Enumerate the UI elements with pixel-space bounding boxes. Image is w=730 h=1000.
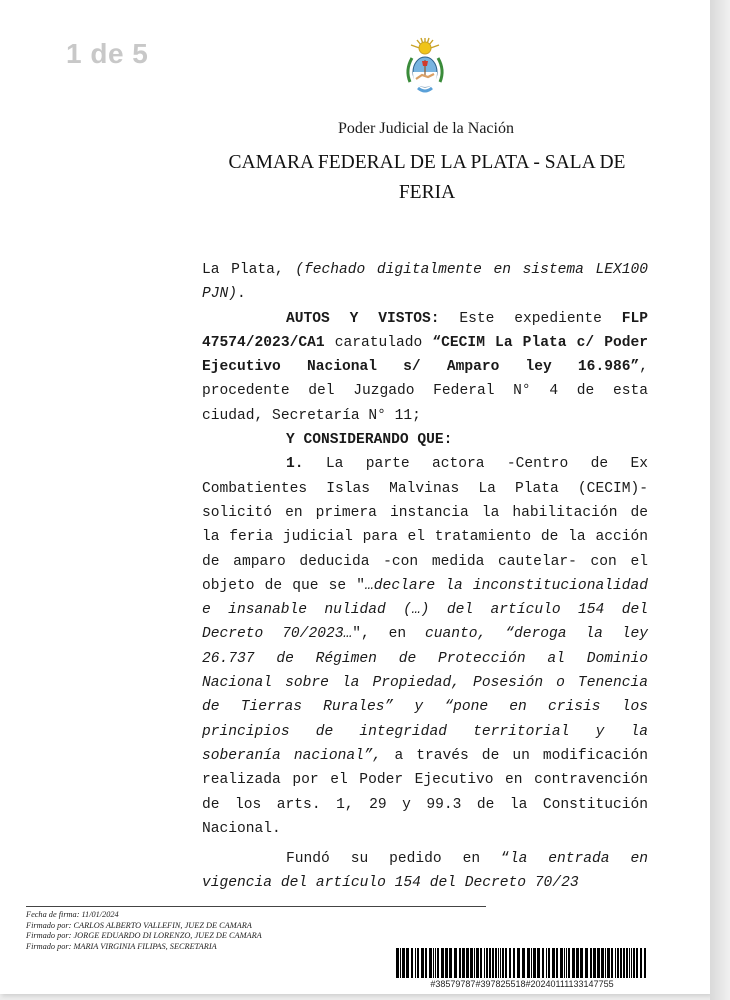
autos-heading: AUTOS Y VISTOS: (286, 310, 440, 327)
signature-divider (26, 906, 486, 907)
autos-text: Este expediente (459, 310, 602, 327)
item-1-quote: cuanto, “deroga la ley 26.737 de Régimen de Protección al Dominio Nacional sobre la Propiedad, Posesión o Tenencia de Tierras Rurales” y “pone en crisis los principios de integridad territorial y la soberanía nacional”, (202, 626, 649, 764)
item-1-text: La parte actora -Centro de Ex Combatientes Islas Malvinas La Plata (CECIM)- solicitó en primera instancia la habilitación de la feria judicial para el tratamiento de la acción de amparo deducida -con medida cautelar- con el objeto de que se " (202, 456, 648, 594)
considerando-heading (202, 428, 648, 452)
case-number: FLP 47574/2023/CA1 (202, 310, 648, 351)
argentina-coat-of-arms-icon (403, 36, 447, 100)
item-1-text: a través de un modificación realizada por el Poder Ejecutivo en contravención de los arts. 1, 29 y 99.3 de la Constitución Nacional. (202, 747, 648, 837)
date-period: . (237, 286, 246, 303)
considerando-heading-text: Y CONSIDERANDO QUE: (286, 432, 453, 449)
court-name-line-2: FERIA (398, 182, 456, 203)
signature-block (26, 910, 486, 952)
item-1-paragraph (202, 452, 648, 841)
court-name-line-1: CAMARA FEDERAL DE LA PLATA - SALA DE (228, 152, 626, 173)
paragraph-2 (202, 847, 648, 896)
autos-text: , procedente del Juzgado Federal N° 4 de esta ciudad, Secretaría N° 11; (202, 359, 648, 424)
item-1-quote: …declare la inconstitucionalidad e insanable nulidad (…) del artículo 154 del Decreto 70/2023… (202, 577, 648, 643)
date-note: (fechado digitalmente en sistema LEX100 PJN) (202, 262, 648, 303)
item-1-text: ", en (352, 626, 407, 643)
resolution-body (202, 258, 648, 896)
case-title: “CECIM La Plata c/ Poder Ejecutivo Nacional s/ Amparo ley 16.986” (202, 334, 648, 376)
signature-signer: Firmado por: JORGE EDUARDO DI LORENZO, JUEZ DE CAMARA (26, 931, 262, 940)
place-text: La Plata, (202, 262, 284, 278)
item-1-number: 1. (286, 456, 304, 473)
signature-signer: Firmado por: MARIA VIRGINIA FILIPAS, SECRETARIA (26, 941, 217, 951)
autos-paragraph (202, 307, 648, 428)
signature-signer: Firmado por: CARLOS ALBERTO VALLEFIN, JUEZ DE CAMARA (26, 920, 252, 930)
organization-name: Poder Judicial de la Nación (338, 120, 514, 137)
barcode (396, 948, 648, 978)
signature-date: Fecha de firma: 11/01/2024 (26, 910, 119, 919)
page-counter: 1 de 5 (66, 38, 149, 69)
barcode-number: #38579787#397825518#20240111133147755 (430, 979, 614, 989)
autos-text: caratulado (334, 334, 423, 351)
page-edge-shadow (710, 0, 730, 1000)
paragraph-2-quote: la entrada en vigencia del artículo 154 del Decreto 70/23 (202, 851, 648, 892)
date-paragraph (202, 258, 648, 307)
court-name (218, 148, 636, 208)
paragraph-2-text: Fundó su pedido en “ (286, 851, 510, 868)
